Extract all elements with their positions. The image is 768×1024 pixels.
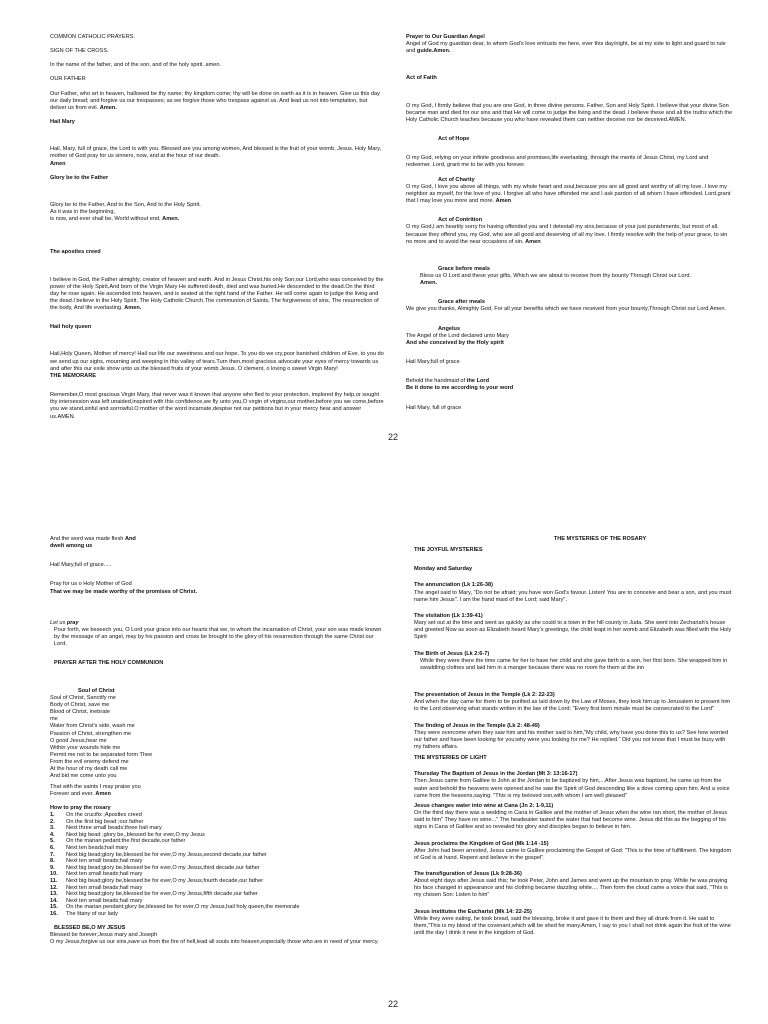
rosary-step: 11. Next big bead;glory be,blessed be for ever,O my Jesus,fourth decade,our father (50, 878, 264, 884)
angelus-hail-mary-3: Hail Mary,full of grace..... (50, 562, 112, 569)
grace-after-text: We give you thanks, Almighty God, For all your benefits which we have received from your bounty,Through Christ our Lord.Amen. (406, 306, 727, 313)
soul-line-last: Forever and ever. Amen (50, 790, 111, 797)
glory-be-heading: Glory be to the Father (50, 174, 109, 181)
rosary-step: 15. On the marian pendant;glory be,blessed be for ever,O my Jesus,hail holy queen,the memorale (50, 904, 300, 911)
angelus-hail-mary-2: Hail Mary, full of grace (406, 404, 462, 411)
act-of-charity-heading: Act of Charity (438, 176, 475, 183)
mystery-text: The angel said to Mary, "Do not be afraid; you have won God's favour. Listen! You are to conceive and bear a son, and you must name him Jesus". I am the hand maid of the Lord; said Mary". (414, 589, 732, 603)
soul-line: From the evil enemy defend me (50, 759, 129, 766)
mystery-title: The presentation of Jesus in the Temple (Lk 2: 22-23) (414, 692, 555, 699)
mystery-item (414, 909, 734, 938)
rosary-step: 7. Next big bead;glory be,blessed be for ever,O my Jesus,second decade,our father (50, 851, 267, 858)
sign-of-cross-text: In the name of the father, and of the son, and of the holy spirit .amen. (50, 62, 222, 69)
mystery-title: Thursday The Baptism of Jesus in the Jordan (Mt 3: 13:16-17) (414, 771, 578, 778)
grace-after-heading: Grace after meals (438, 299, 485, 306)
mysteries-heading: THE MYSTERIES OF THE ROSARY (553, 536, 647, 542)
mystery-item (414, 613, 734, 642)
mystery-text: About eight days after Jesus said this; he took Peter, John and James and went up the mountain to pray. While he was praying his face changed in appearance and his clothing became dazzling white.... Then form the cloud came a voice that said, "This is my chosen Son: Listen to him" (414, 878, 728, 899)
light-mysteries-heading: THE MYSTERIES OF LIGHT (414, 755, 487, 762)
sign-of-cross-heading: SIGN OF THE CROSS. (50, 48, 109, 55)
angelus-worthy: That we may be made worthy of the promises of Christ. (50, 588, 198, 595)
angelus-line-4: Be it done to me according to your word (406, 385, 514, 392)
soul-line: me (50, 716, 58, 723)
act-of-hope-text: O my God, relying on your infinite goodness and promises,life everlasting, through the merits of Jesus Christ, my Lord and redeemer. Lord, grant me to be with you forever. (406, 155, 709, 169)
rosary-step: 8. Next ten small beads;hail mary (50, 858, 143, 865)
grace-before-text: Bless us O Lord and these your gifts, Which we are about to receive from thy bounty Through Christ our Lord. Amen. (420, 272, 692, 287)
top-right-column (406, 0, 734, 512)
mystery-title: Jesus proclaims the Kingdom of God (Mk 1:14 -15) (414, 840, 549, 847)
guardian-angel-heading: Prayer to Our Guardian Angel (406, 34, 485, 40)
mystery-text: They were overcome when they saw him and his mother said to him,"My child, why have you done this to us? See how worried our father and have been looking for you;why were you looking for me? He replied." Did you not know that I must be busy with my fathers affairs. (414, 729, 729, 750)
mystery-title: The Birth of Jesus (Lk 2:6-7) (414, 650, 490, 657)
our-father-heading: OUR FATHER (50, 76, 86, 83)
bottom-left-column (50, 512, 384, 1024)
angelus-hail-mary-1: Hail Mary,full of grace (406, 359, 460, 366)
angelus-line-2: And she conceived by the Holy spirit (406, 339, 504, 346)
angelus-line-1: The Angel of the Lord declared unto Mary (406, 332, 509, 339)
angelus-pray-for-us: Pray for us o Holy Mother of God (50, 581, 132, 588)
mystery-item (414, 771, 734, 800)
hail-mary-text: Hail, Mary, full of grace, the Lord is with you. Blessed are you among women, And blessed is the fruit of your womb, Jesus. Holy Mary, mother of God pray for us sinners, now, and at the hour of our death. Amen (50, 146, 382, 167)
hail-mary-heading: Hail Mary (50, 119, 75, 126)
soul-line: Within your wounds hide me (50, 744, 121, 751)
page-bottom (0, 512, 768, 1024)
mystery-item (414, 803, 734, 832)
apostles-creed-text: I believe in God, the Father almighty, creator of heaven and earth. And in Jesus Christ,his only Son,our Lord,who was conceived by the power of the Holy Spirit,And born of the Virgin Mary He suffered death, died and was buried.He descended to the dead.On the third day he rose again. He ascended into heaven, and is seated at the right hand of the Father. He will come again to judge the living and the dead.I believe in the Holy Spirit, The Holy Catholic Church.The communion of Saints, The forgiveness of sins, The resurrection of the body, And life everlasting. Amen. (50, 276, 384, 312)
memorare-heading: THE MEMORARE (50, 372, 96, 379)
rosary-howto-heading: How to pray the rosary (50, 804, 111, 811)
act-of-hope-heading: Act of Hope (438, 136, 470, 143)
mystery-title: The transfiguration of Jesus (Lk 9:28-36) (414, 871, 522, 877)
mystery-title: The visitation (Lk 1:39-41) (414, 612, 483, 619)
mystery-title: The annunciation (Lk 1:26-38) (414, 582, 493, 589)
act-of-faith-text: O my God, I firmly believe that you are one God, in three divine persons. Father, Son and Holy Spirit. I believe that your divine Son became man and died for our sins and that He will come to judge the living and the dead. I believe these and all the truths which the Holy Catholic Church teaches because you who have revealed them can neither deceive nor be deceived.AMEN. (406, 102, 733, 123)
hail-holy-queen-heading: Hail holy queen (50, 324, 92, 331)
apostles-creed-heading: The apostles creed (50, 249, 101, 256)
mystery-item (414, 582, 734, 603)
rosary-step: 9. Next big bead;glory be,blessed be for ever,O my Jesus,third decade,our father (50, 864, 260, 871)
soul-line: Soul of Christ, Sanctify me (50, 694, 116, 701)
rosary-step: 14. Next ten small beads;hail mary (50, 897, 143, 904)
mystery-text: Mary set out at the time and went as quickly as she could to a town in the hill county in Juda. She went into Zechariah's house and greeted Now as soon as Elizabeth heard Mary's greetings, the child leapt in her womb and Elizabeth was filled with the Holy Spirit (414, 620, 732, 641)
mystery-title: Jesus institutes the Eucharist (Mk 14: 22-25) (414, 908, 532, 915)
soul-line: Body of Christ, save me (50, 701, 110, 708)
soul-line: O good Jesus,hear me (50, 737, 107, 744)
rosary-step: 10. Next ten small beads;hail mary (50, 871, 143, 878)
soul-line: Water from Christ's side, wash me (50, 723, 135, 730)
let-us-pray: Let us pray (50, 619, 79, 626)
act-of-contrition-text: O my God,I am heartily sorry for having offended you and I detestall my sins,because of your just punishments, but most of all, because they offend you, my God, who are all good and deserving of all my love. I firmly resolve with the help of your grace, to sin no more and to avoid the near occasions of sin. Amen (406, 224, 728, 245)
communion-prayer-heading: PRAYER AFTER THE HOLY COMMUNION (54, 660, 164, 667)
soul-line: Passion of Christ, strengthen me (50, 730, 132, 737)
rosary-step: 5. On the marian pedant;the first decade,our father (50, 838, 186, 845)
soul-line: And bid me come unto you (50, 773, 117, 780)
mystery-item (414, 871, 734, 900)
act-of-charity-text: O my God, I love you above all things, with my whole heart and soul,because you are all good and worthy of all my love. I love my neighbor as myself, for the love of you. I forgive all who have offended me and I ask pardon of all whom I have offended. Lord,grant that I may love you more and more. Amen (406, 183, 731, 205)
mystery-text: While they were eating, he took bread, said the blessing, broke it and gave it to them and they all drunk from it. He said to them,"This is my blood of the covenant,which will be shed for many.Amen, I say to you I shall not drink again the fruit of the wine until the day I drink it new in the kingdom of God. (414, 915, 731, 937)
soul-line: Permit me not to be separated form Thee (50, 751, 153, 758)
our-father-text: Our Father, who art in heaven, hallowed be thy name; thy kingdom come; thy will be done on earth as it is in heaven. Give us this day our daily bread; and forgive us our trespasses; as we forgive those who trespass against us. And lead us not into temptation, but deliver us from evil. Amen. (50, 90, 380, 111)
rosary-step: 6. Next ten beads;hail mary (50, 845, 128, 852)
page-number-bottom: 22 (388, 999, 399, 1009)
soul-line: Blood of Christ, inebrate (50, 709, 111, 716)
mystery-text: While they were there the time came for her to have her child and she gave birth to a son, her first born. She wrapped him in swaddling clothes and laid him in a manger because there was no room for them at the inn (420, 657, 728, 671)
act-of-contrition-heading: Act of Contrition (438, 217, 483, 224)
rosary-step: 13. Next big bead;glory be,blessed be for ever,O my Jesus,fifth decade,our father (50, 891, 258, 898)
soul-line: That with the saints I may praise you (50, 783, 141, 790)
blessed-be-line-1: Blessed be forever;Jesus mary and Joseph (50, 931, 158, 938)
grace-before-heading: Grace before meals (438, 265, 490, 272)
top-left-column (50, 0, 384, 512)
hail-holy-queen-text: Hail,Holy Queen, Mother of mercy! Hail our life our sweetness and our hope. To you do we cry,poor banished children of Eve, to you do we send up our sighs, mourning and weeping in this valley of tears.Turn then,most gracious advocate your eyes of mercy towards us and after this our exile show unto us the blessed fruits of your womb Jesus. O clement, o loving o sweet Virgin Mary! (50, 351, 384, 372)
mystery-item (414, 692, 734, 713)
joyful-mysteries-list (406, 582, 734, 751)
act-of-faith-heading: Act of Faith (406, 75, 437, 82)
soul-of-christ-lines (50, 695, 384, 798)
guardian-angel-text: Angel of God my guardian dear, to whom God's love entrusts me here, ever this day/night, be at my side to light and guard to rule and guide.Amen. (406, 41, 726, 55)
mystery-text: And when the day came for them to be purified as laid down by the Law of Moses, they took him up to Jerusalem to present him to the Lord observing what stands written in the law of the Lord: "Every first born minale must be consecrated to the Lord" (414, 699, 731, 713)
light-mysteries-list (406, 771, 734, 937)
rosary-step: 3. Next three small beads;three hail mary (50, 825, 162, 832)
rosary-step: 16. The litany of our lady (50, 910, 118, 917)
angelus-continued: And the word was made flesh And dwelt among us (50, 536, 136, 550)
rosary-steps-list (50, 812, 384, 918)
glory-be-text: Glory be to the Father, And to the Son, And to the Holy Spirit. As it was in the beginning, is now, and ever shall be, World without end. Amen. (50, 201, 201, 223)
mystery-text: After John had been arrested, Jesus came to Galilee proclaiming the Gospel of God: "This is the time of fulfillment. The kingdom of God is at hand. Repent and believe in the gospel". (414, 847, 732, 861)
mystery-title: Jesus changes water into wine at Cana (Jn 2: 1-9,11) (414, 802, 554, 809)
soul-of-christ-heading: Soul of Christ (78, 687, 115, 694)
angelus-heading: Angelus (438, 325, 461, 332)
blessed-be-heading: BLESSED BE,O MY JESUS (54, 924, 126, 931)
memorare-text: Remember,O most gracious Virgin Mary, that never was it known that anyone who fled to your protection, implored thy help,or sought thy intersession was left unaided,inspired with this confidence,we fly unto you,O virgin of virgins,our mother,before you we come,before you we stand,sinful and sorrowful.O mother of the word incarnate,despise not our petitions but in your mercy hear and answer us.AMEN. (50, 392, 384, 420)
mystery-text: On the third day there was a wedding in Cana in Galilee and the mother of Jesus when the wine ran short, the mother of Jesus said to him" They have no wine..." The headwaiter tasted the water that had become wine. Jesus did this as the begging of his signs in Cana of Galilee and so revealed his glory and disciples began to believe in him. (414, 810, 728, 831)
doc-title: COMMON CATHOLIC PRAYERS. (50, 34, 135, 40)
blessed-be-line-2: O my Jesus,forgive us our sins,save us from the fire of hell,lead all souls into heaven,especially those who are in need of your mercy. (50, 938, 379, 945)
joyful-mysteries-heading: THE JOYFUL MYSTERIES (414, 547, 483, 554)
rosary-step: 1. On the crucifix ;Apostles creed (50, 812, 142, 819)
mystery-item (414, 841, 734, 862)
mystery-text: Then Jesus came from Galilee to John at the Jordan to be baptized by him,...After Jesus was baptized, he came up from the water and behold the heavens were opened and he saw the Spirit of God descending like a dove coming upon him. And a voice came from the heavens,saying. "This is my beloved son,with whom I am well pleased" (414, 778, 730, 799)
rosary-step: 12. Next ten small beads;hail mary (50, 884, 143, 891)
joyful-days: Monday and Saturday (414, 566, 473, 573)
soul-line: At the hour of my death call me (50, 766, 128, 773)
mystery-title: The finding of Jesus in the Temple (Lk 2: 48-49) (414, 722, 540, 729)
rosary-step: 2. On the first big bead ;our father (50, 818, 144, 825)
angelus-line-3: Behold the handmaid of the Lord (406, 378, 490, 385)
bottom-right-column (406, 512, 734, 1024)
mystery-item (414, 651, 734, 672)
angelus-prayer-text: Pour forth, we beseech you, O Lord your grace into our hearts that we, to whom the incarnation of Christ, your son was made known by the message of an angel, may by his passion and cross be brought to the glory of his resurrection through the same Christ our Lord. (54, 626, 382, 648)
rosary-step: 4. Next big bead ;glory be,,blessed be for ever,O my Jesus (50, 831, 205, 838)
page-number-top: 22 (388, 432, 399, 442)
mystery-item (414, 723, 734, 752)
